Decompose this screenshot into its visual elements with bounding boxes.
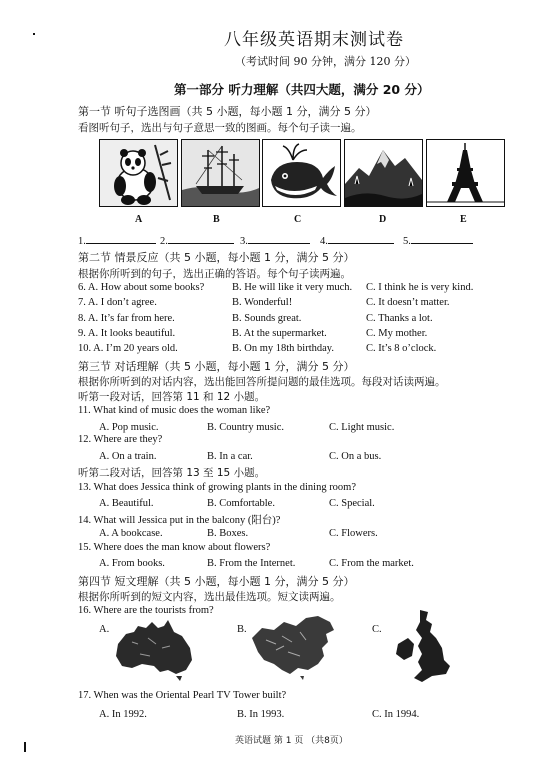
uk-map-icon bbox=[392, 608, 456, 686]
q15-question: 15. Where does the man know about flowers? bbox=[78, 542, 271, 553]
part-one-title: 第一部分 听力理解（共四大题，满分 20 分） bbox=[174, 82, 430, 97]
section-one-instruction: 看图听句子，选出与句子意思一致的图画。每个句子读一遍。 bbox=[78, 122, 362, 134]
q11-question: 11. What kind of music does the woman like? bbox=[78, 405, 271, 416]
q12-option-a: A. On a train. bbox=[99, 451, 157, 462]
q7-option-c: C. It doesn’t matter. bbox=[366, 297, 450, 308]
q14-question: 14. What will Jessica put in the balcony (阳台)? bbox=[78, 515, 281, 526]
picture-label-e: E bbox=[460, 214, 467, 225]
picture-b-ship-icon bbox=[181, 139, 260, 207]
q10-option-a: 10. A. I’m 20 years old. bbox=[78, 343, 178, 354]
q8-option-b: B. Sounds great. bbox=[232, 313, 302, 324]
picture-c-whale-icon bbox=[262, 139, 341, 207]
q14-option-b: B. Boxes. bbox=[207, 528, 249, 539]
picture-a-panda-icon bbox=[99, 139, 178, 207]
q17-option-b: B. In 1993. bbox=[237, 709, 285, 720]
exam-subtitle: （考试时间 90 分钟，满分 120 分） bbox=[235, 55, 416, 68]
section-three-title: 第三节 对话理解（共 5 小题，每小题 1 分，满分 5 分） bbox=[78, 360, 355, 373]
map-label-c: C. bbox=[372, 624, 382, 635]
q10-option-b: B. On my 18th birthday. bbox=[232, 343, 334, 354]
q7-option-a: 7. A. I don’t agree. bbox=[78, 297, 157, 308]
map-label-b: B. bbox=[237, 624, 247, 635]
margin-mark bbox=[24, 742, 26, 752]
section-four-instruction: 根据你所听到的短文内容，选出最佳选项。短文读两遍。 bbox=[78, 591, 341, 603]
section-three-instruction: 根据你所听到的对话内容，选出能回答所提问题的最佳选项。每段对话读两遍。 bbox=[78, 376, 446, 388]
q12-option-b: B. In a car. bbox=[207, 451, 253, 462]
q10-option-c: C. It’s 8 o’clock. bbox=[366, 343, 437, 354]
q8-option-c: C. Thanks a lot. bbox=[366, 313, 433, 324]
page-footer: 英语试题 第 1 页 （共8页） bbox=[235, 736, 348, 746]
section-two-instruction: 根据你所听到的句子，选出正确的答语。每个句子读两遍。 bbox=[78, 268, 351, 280]
picture-label-a: A bbox=[135, 214, 143, 225]
q6-option-c: C. I think he is very kind. bbox=[366, 282, 474, 293]
answer-blank-5[interactable]: 5. bbox=[403, 233, 473, 247]
q17-question: 17. When was the Oriental Pearl TV Tower built? bbox=[78, 690, 287, 701]
map-label-a: A. bbox=[99, 624, 110, 635]
q15-option-c: C. From the market. bbox=[329, 558, 414, 569]
q13-option-a: A. Beautiful. bbox=[99, 498, 154, 509]
australia-map-icon bbox=[112, 618, 196, 682]
q17-option-c: C. In 1994. bbox=[372, 709, 420, 720]
q12-option-c: C. On a bus. bbox=[329, 451, 382, 462]
q17-option-a: A. In 1992. bbox=[99, 709, 147, 720]
china-map-icon bbox=[248, 614, 340, 682]
q14-option-a: A. A bookcase. bbox=[99, 528, 163, 539]
section-one-title: 第一节 听句子选图画（共 5 小题，每小题 1 分，满分 5 分） bbox=[78, 105, 377, 118]
q9-option-a: 9. A. It looks beautiful. bbox=[78, 328, 176, 339]
picture-label-b: B bbox=[213, 214, 220, 225]
picture-e-eiffel-tower-icon bbox=[426, 139, 505, 207]
picture-label-c: C bbox=[294, 214, 302, 225]
answer-blank-2[interactable]: 2. bbox=[160, 233, 234, 247]
q13-option-b: B. Comfortable. bbox=[207, 498, 275, 509]
picture-label-d: D bbox=[379, 214, 387, 225]
q15-option-a: A. From books. bbox=[99, 558, 165, 569]
q11-option-c: C. Light music. bbox=[329, 422, 395, 433]
q7-option-b: B. Wonderful! bbox=[232, 297, 293, 308]
answer-blank-4[interactable]: 4. bbox=[320, 233, 394, 247]
q8-option-a: 8. A. It’s far from here. bbox=[78, 313, 175, 324]
q15-option-b: B. From the Internet. bbox=[207, 558, 296, 569]
answer-blank-1[interactable]: 1. bbox=[78, 233, 156, 247]
q12-question: 12. Where are they? bbox=[78, 434, 163, 445]
q6-option-a: 6. A. How about some books? bbox=[78, 282, 205, 293]
q9-option-b: B. At the supermarket. bbox=[232, 328, 327, 339]
q6-option-b: B. He will like it very much. bbox=[232, 282, 353, 293]
q14-option-c: C. Flowers. bbox=[329, 528, 378, 539]
q11-option-a: A. Pop music. bbox=[99, 422, 159, 433]
section-two-title: 第二节 情景反应（共 5 小题，每小题 1 分，满分 5 分） bbox=[78, 251, 355, 264]
answer-blank-3[interactable]: 3. bbox=[240, 233, 310, 247]
section-four-title: 第四节 短文理解（共 5 小题，每小题 1 分，满分 5 分） bbox=[78, 575, 355, 588]
scan-dot bbox=[33, 33, 35, 35]
q13-question: 13. What does Jessica think of growing plants in the dining room? bbox=[78, 482, 357, 493]
exam-title: 八年级英语期末测试卷 bbox=[224, 30, 404, 50]
picture-d-mountain-icon bbox=[344, 139, 423, 207]
q13-option-c: C. Special. bbox=[329, 498, 375, 509]
q11-option-b: B. Country music. bbox=[207, 422, 285, 433]
q9-option-c: C. My mother. bbox=[366, 328, 428, 339]
dialog-two-note: 听第二段对话，回答第 13 至 15 小题。 bbox=[78, 467, 266, 479]
q16-question: 16. Where are the tourists from? bbox=[78, 605, 214, 616]
dialog-one-note: 听第一段对话，回答第 11 和 12 小题。 bbox=[78, 391, 266, 403]
